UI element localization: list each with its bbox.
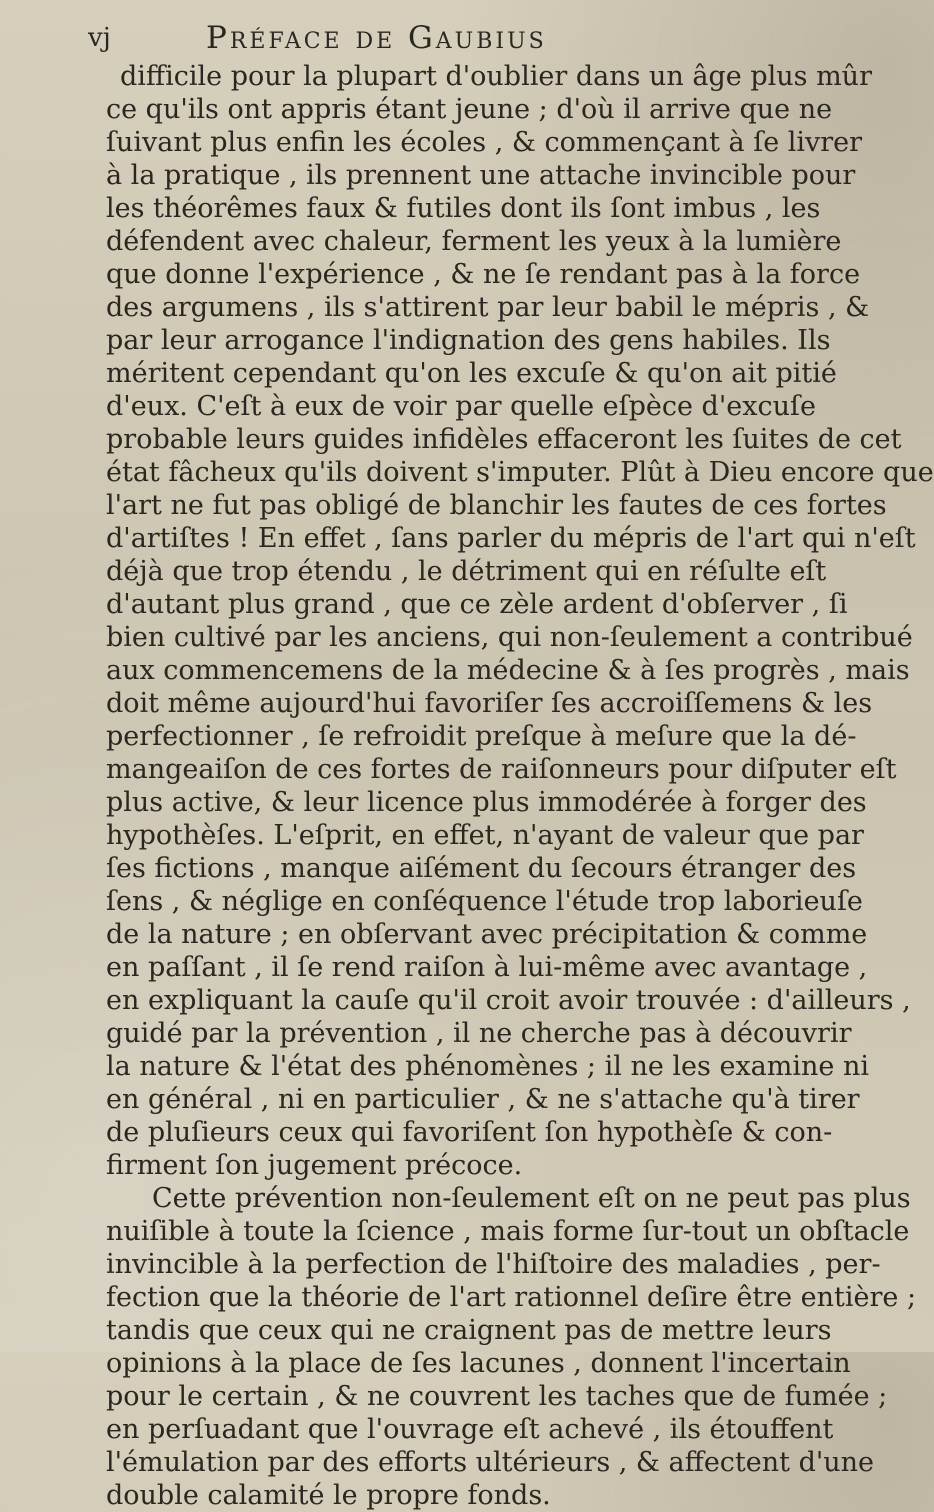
- text-line: par leur arrogance l'indignation des gens habiles. Ils: [106, 325, 831, 356]
- text-line: bien cultivé par les anciens, qui non-ſeulement a contribué: [106, 622, 913, 653]
- text-line: en général , ni en particulier , & ne s'attache qu'à tirer: [106, 1084, 860, 1115]
- text-line: doit même aujourd'hui favoriſer ſes accroiſſemens & les: [106, 688, 873, 719]
- text-line: en perſuadant que l'ouvrage eſt achevé , ils étouffent: [106, 1414, 834, 1445]
- text-line: opinions à la place de ſes lacunes , donnent l'incertain: [106, 1348, 851, 1379]
- paragraph-start-line: Cette prévention non-ſeulement eſt on ne peut pas plus: [152, 1183, 911, 1214]
- text-line: ſens , & néglige en conſéquence l'étude trop laborieuſe: [106, 886, 863, 917]
- text-line: probable leurs guides infidèles effaceront les ſuites de cet: [106, 424, 902, 455]
- text-line: tandis que ceux qui ne craignent pas de mettre leurs: [106, 1315, 832, 1346]
- text-line: d'eux. C'eſt à eux de voir par quelle eſpèce d'excuſe: [106, 391, 816, 422]
- text-line: de la nature ; en obſervant avec précipitation & comme: [106, 919, 868, 950]
- text-line: fection que la théorie de l'art rationnel deſire être entière ;: [106, 1282, 917, 1313]
- folio-number: vj: [88, 23, 111, 53]
- text-line: plus active, & leur licence plus immodérée à forger des: [106, 787, 867, 818]
- text-line: pour le certain , & ne couvrent les taches que de fumée ;: [106, 1381, 888, 1412]
- text-line: méritent cependant qu'on les excuſe & qu'on ait pitié: [106, 358, 837, 389]
- text-line: l'émulation par des efforts ultérieurs , & affectent d'une: [106, 1447, 875, 1478]
- text-line: de pluſieurs ceux qui favoriſent ſon hypothèſe & con-: [106, 1117, 833, 1148]
- text-line: état fâcheux qu'ils doivent s'imputer. Plût à Dieu encore que: [106, 457, 934, 488]
- text-line: difficile pour la plupart d'oublier dans un âge plus mûr: [120, 61, 872, 92]
- text-line: défendent avec chaleur, ferment les yeux à la lumière: [106, 226, 842, 257]
- text-line: ſuivant plus enfin les écoles , & commençant à ſe livrer: [106, 127, 863, 158]
- text-line: en paſſant , il ſe rend raiſon à lui-même avec avantage ,: [106, 952, 868, 983]
- text-line: guidé par la prévention , il ne cherche pas à découvrir: [106, 1018, 852, 1049]
- text-line: en expliquant la cauſe qu'il croit avoir trouvée : d'ailleurs ,: [106, 985, 911, 1016]
- text-line: hypothèſes. L'eſprit, en effet, n'ayant de valeur que par: [106, 820, 864, 851]
- text-line: d'artiſtes ! En effet , ſans parler du mépris de l'art qui n'eſt: [106, 523, 916, 554]
- text-line: mangeaiſon de ces fortes de raiſonneurs pour diſputer eſt: [106, 754, 897, 785]
- text-line: déjà que trop étendu , le détriment qui en réſulte eſt: [106, 556, 827, 587]
- text-line: nuiſible à toute la ſcience , mais forme ſur-tout un obſtacle: [106, 1216, 910, 1247]
- body-text: [106, 60, 934, 1512]
- text-line: l'art ne fut pas obligé de blanchir les fautes de ces fortes: [106, 490, 887, 521]
- text-line: des argumens , ils s'attirent par leur babil le mépris , &: [106, 292, 870, 323]
- running-title: Préface de Gaubius: [206, 20, 547, 56]
- text-line: que donne l'expérience , & ne ſe rendant pas à la force: [106, 259, 861, 290]
- text-line: invincible à la perfection de l'hiſtoire des maladies , per-: [106, 1249, 881, 1280]
- text-line: d'autant plus grand , que ce zèle ardent d'obſerver , ſi: [106, 589, 848, 620]
- page-header: [88, 14, 748, 62]
- text-line: perfectionner , ſe refroidit preſque à meſure que la dé-: [106, 721, 857, 752]
- text-line: aux commencemens de la médecine & à ſes progrès , mais: [106, 655, 910, 686]
- text-line: firment ſon jugement précoce.: [106, 1150, 523, 1181]
- text-line: double calamité le propre fonds.: [106, 1480, 551, 1511]
- text-line: ſes fictions , manque aiſément du ſecours étranger des: [106, 853, 857, 884]
- text-line: ce qu'ils ont appris étant jeune ; d'où il arrive que ne: [106, 94, 833, 125]
- text-line: la nature & l'état des phénomènes ; il ne les examine ni: [106, 1051, 869, 1082]
- text-line: les théorêmes faux & futiles dont ils ſont imbus , les: [106, 193, 821, 224]
- text-line: à la pratique , ils prennent une attache invincible pour: [106, 160, 856, 191]
